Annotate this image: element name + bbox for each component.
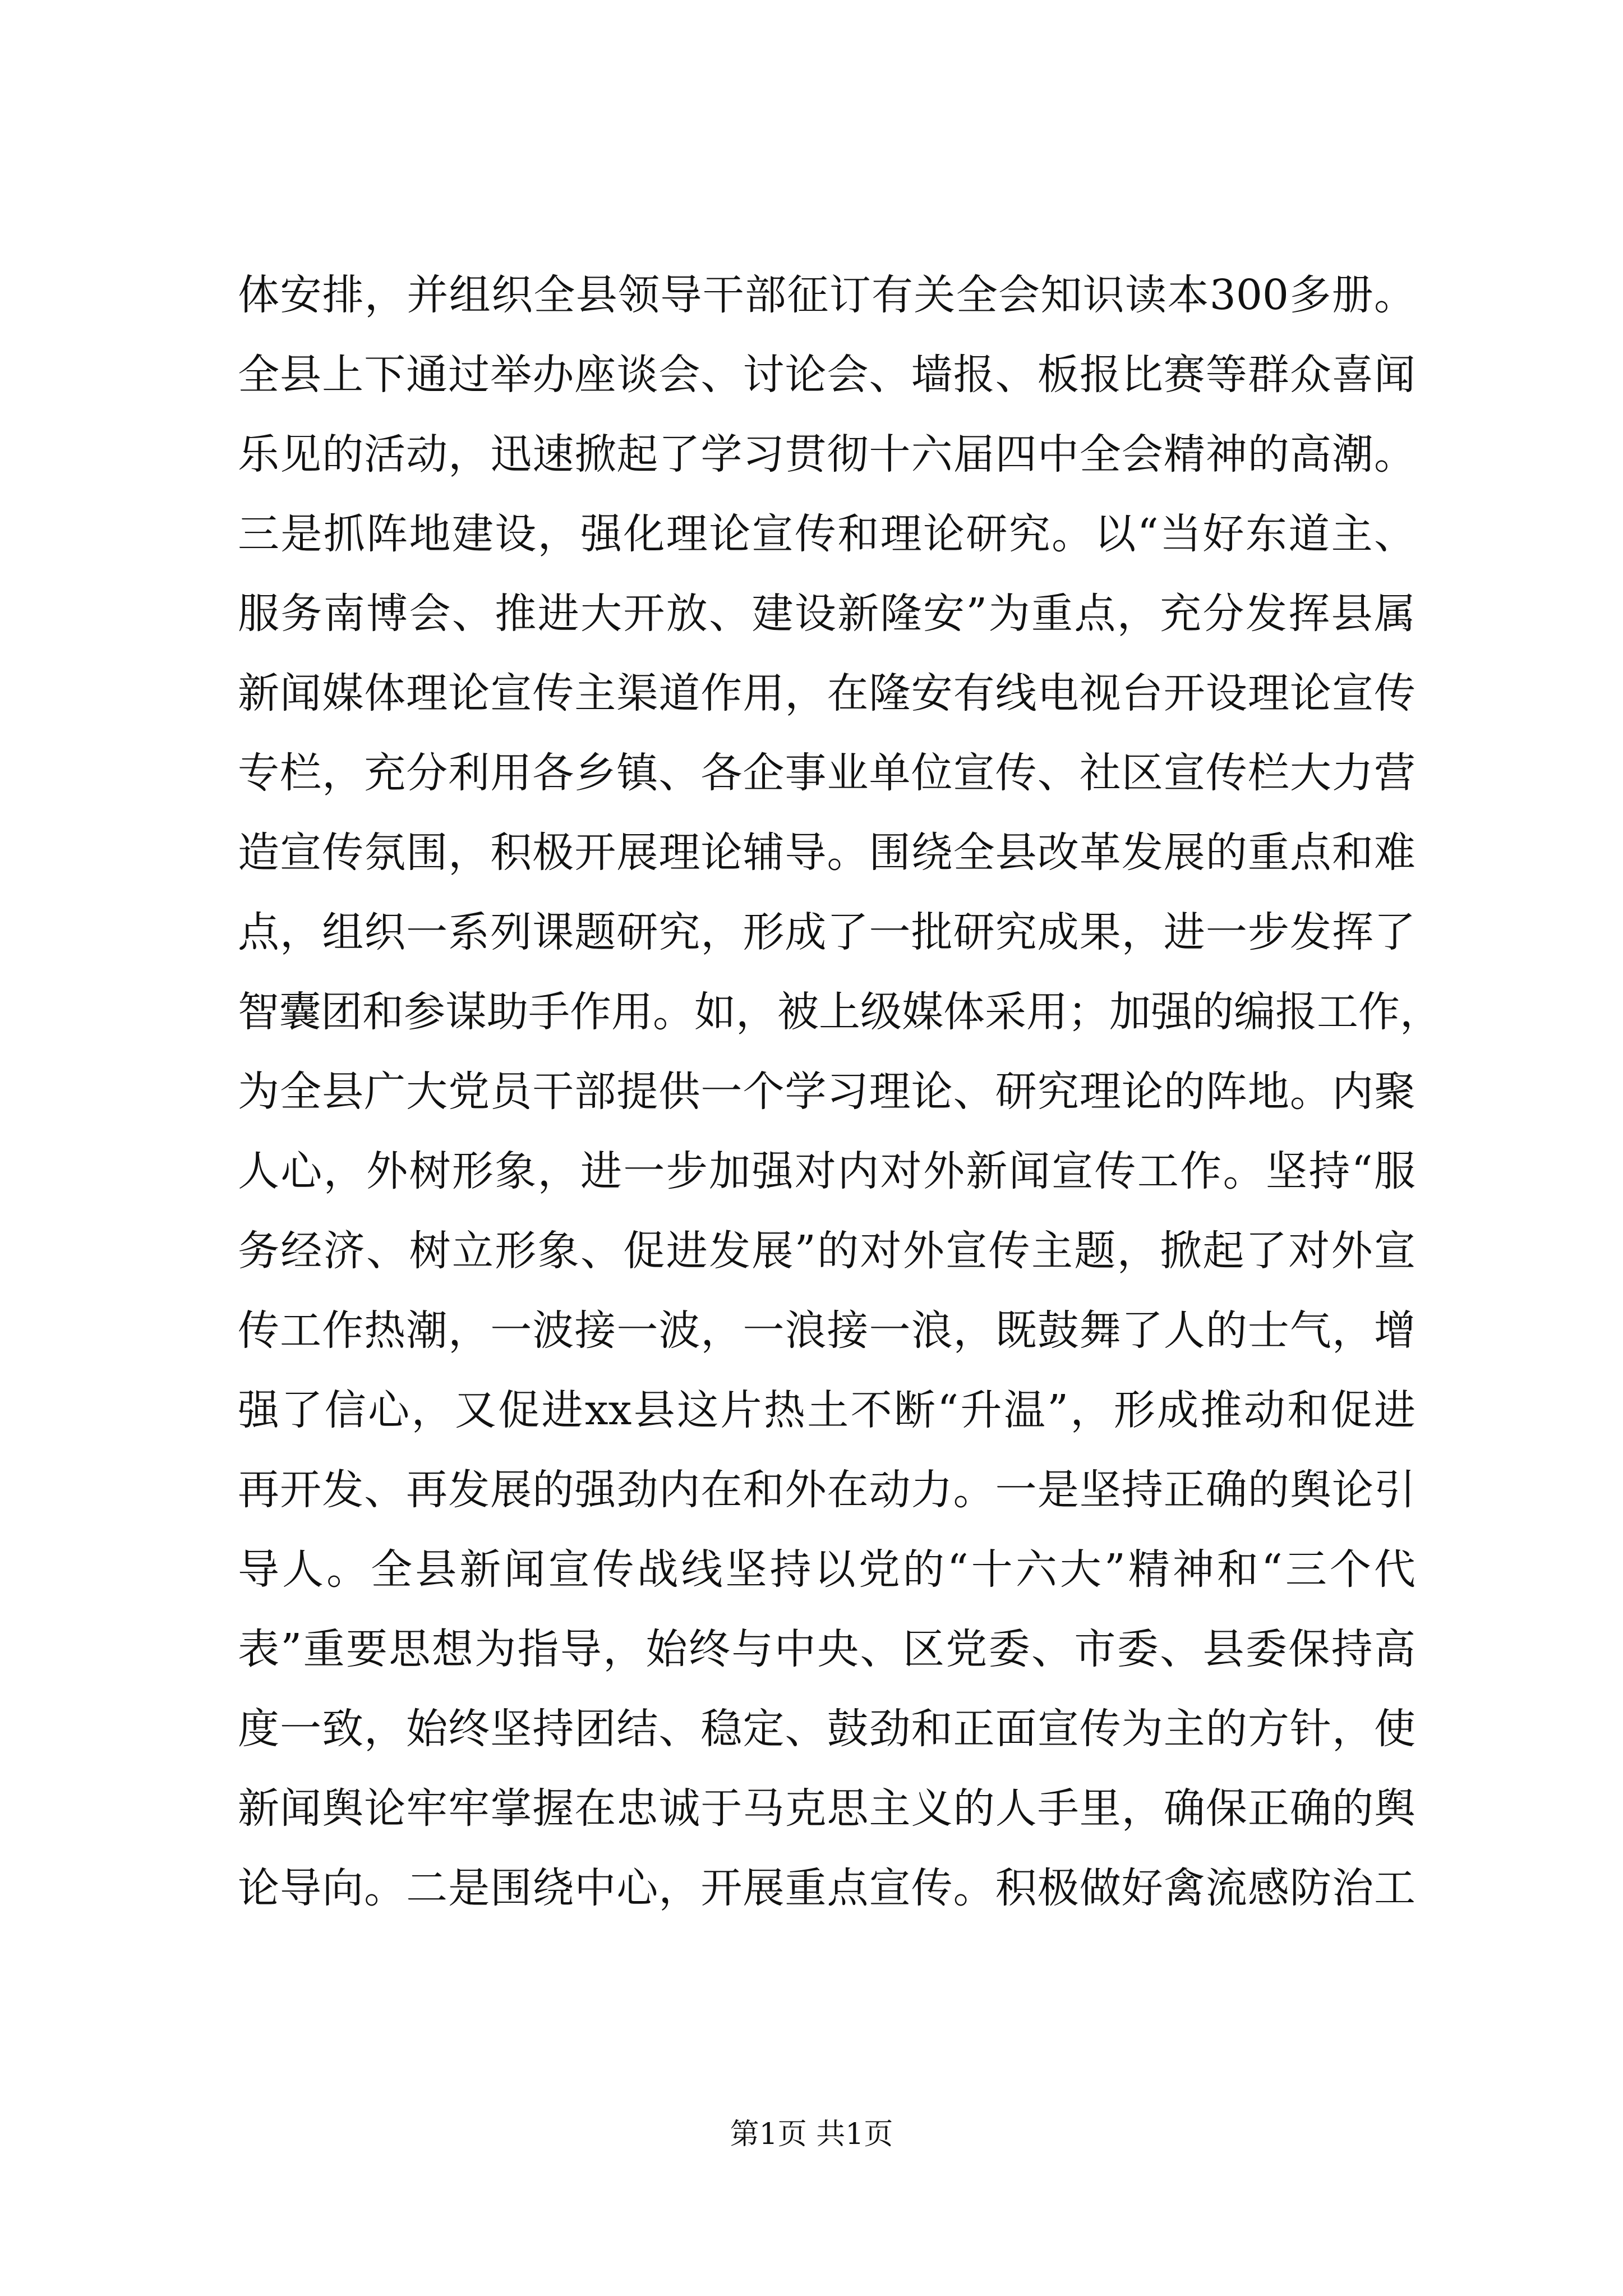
text-line: 再开发、再发展的强劲内在和外在动力。一是坚持正确的舆论引 <box>238 1466 1415 1514</box>
text-line: 度一致，始终坚持团结、稳定、鼓劲和正面宣传为主的方针，使 <box>238 1705 1415 1753</box>
text-line: 全县上下通过举办座谈会、讨论会、墙报、板报比赛等群众喜闻 <box>238 351 1415 399</box>
text-line: 新闻舆论牢牢掌握在忠诚于马克思主义的人手里，确保正确的舆 <box>238 1784 1415 1833</box>
text-line: 为全县广大党员干部提供一个学习理论、研究理论的阵地。内聚 <box>238 1068 1415 1116</box>
text-line: 三是抓阵地建设，强化理论宣传和理论研究。以“当好东道主、 <box>238 510 1415 558</box>
text-line: 务经济、树立形象、促进发展”的对外宣传主题，掀起了对外宣 <box>238 1227 1415 1275</box>
text-line: 点，组织一系列课题研究，形成了一批研究成果，进一步发挥了 <box>238 908 1415 956</box>
text-line: 强了信心，又促进xx县这片热土不断“升温”，形成推动和促进 <box>238 1386 1415 1434</box>
text-line: 导人。全县新闻宣传战线坚持以党的“十六大”精神和“三个代 <box>238 1545 1415 1594</box>
document-body <box>238 255 1441 1928</box>
text-line: 人心，外树形象，进一步加强对内对外新闻宣传工作。坚持“服 <box>238 1147 1415 1195</box>
text-line: 智囊团和参谋助手作用。如，被上级媒体采用；加强的编报工作， <box>238 988 1441 1036</box>
text-line: 传工作热潮，一波接一波，一浪接一浪，既鼓舞了人的士气，增 <box>238 1306 1415 1355</box>
text-line: 乐见的活动，迅速掀起了学习贯彻十六届四中全会精神的高潮。 <box>238 430 1415 478</box>
text-line: 体安排，并组织全县领导干部征订有关全会知识读本300多册。 <box>238 271 1415 319</box>
text-line: 服务南博会、推进大开放、建设新隆安”为重点，充分发挥县属 <box>238 590 1415 638</box>
text-line: 表”重要思想为指导，始终与中央、区党委、市委、县委保持高 <box>238 1625 1415 1673</box>
text-line: 造宣传氛围，积极开展理论辅导。围绕全县改革发展的重点和难 <box>238 829 1415 877</box>
text-line: 专栏，充分利用各乡镇、各企事业单位宣传、社区宣传栏大力营 <box>238 749 1415 797</box>
text-line: 新闻媒体理论宣传主渠道作用，在隆安有线电视台开设理论宣传 <box>238 669 1415 717</box>
page-number-footer: 第1页 共1页 <box>730 2118 893 2151</box>
text-line: 论导向。二是围绕中心，开展重点宣传。积极做好禽流感防治工 <box>238 1864 1415 1912</box>
